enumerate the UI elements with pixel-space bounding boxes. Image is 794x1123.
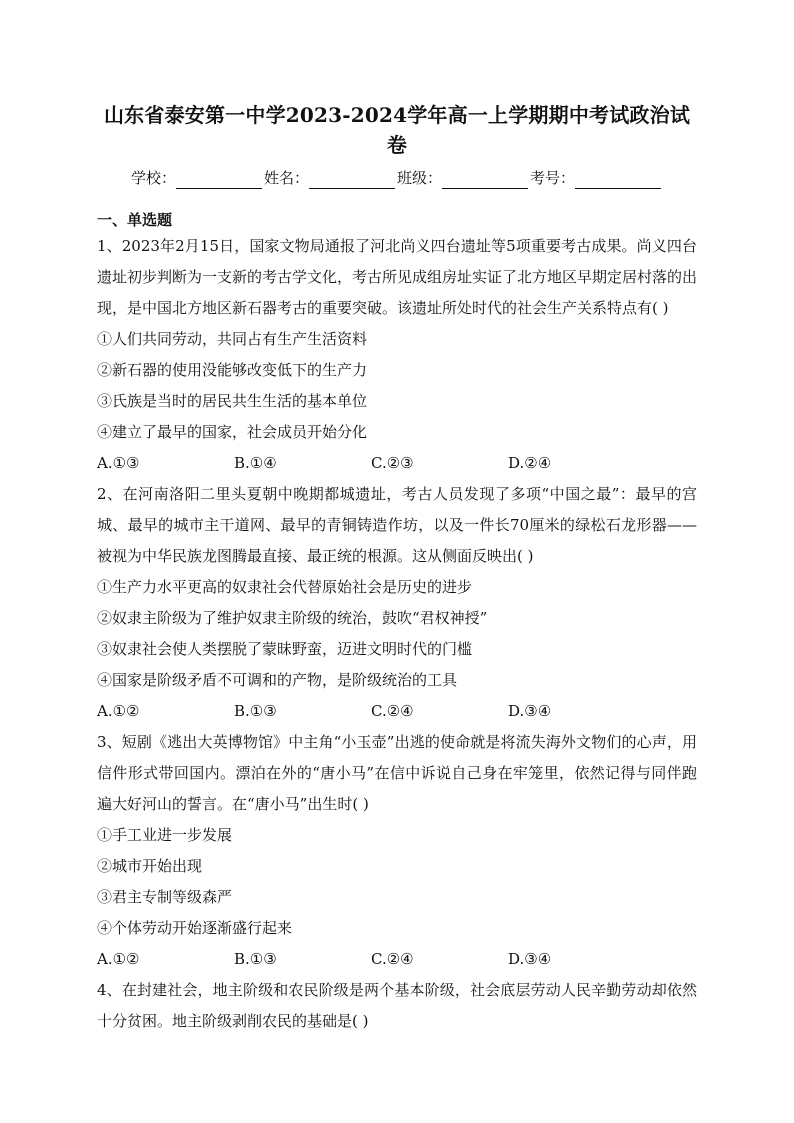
choice-c: C.②④	[371, 702, 414, 720]
statement-option: ②城市开始出现	[97, 857, 203, 875]
statement-option: ④国家是阶级矛盾不可调和的产物，是阶级统治的工具	[97, 671, 458, 689]
class-blank	[442, 172, 528, 189]
choice-c: C.②③	[371, 454, 414, 472]
choice-a: A.①②	[97, 702, 140, 720]
class-label: 班级：	[397, 169, 443, 187]
statement-option: ②新石器的使用没能够改变低下的生产力	[97, 361, 368, 379]
statement-option: ②奴隶主阶级为了维护奴隶主阶级的统治，鼓吹“君权神授”	[97, 609, 488, 627]
choice-d: D.②④	[508, 454, 552, 472]
section-title: 一、单选题	[97, 211, 173, 229]
statement-option: ③奴隶社会使人类摆脱了蒙昧野蛮，迈进文明时代的门槛	[97, 640, 473, 658]
exam-number-label: 考号：	[530, 169, 576, 187]
question-2	[97, 479, 697, 727]
name-label: 姓名：	[263, 169, 309, 187]
question-3	[97, 727, 697, 975]
exam-number-blank	[575, 172, 661, 189]
question-stem: 1、2023年2月15日，国家文物局通报了河北尚义四台遗址等5项重要考古成果。尚义四台遗址初步判断为一支新的考古学文化，考古所见成组房址实证了北方地区早期定居村落的出现，是中国北方地区新石器考古的重要突破。该遗址所处时代的社会生产关系特点有( )	[97, 237, 698, 317]
choice-a: A.①③	[97, 454, 140, 472]
question-stem: 3、短剧《逃出大英博物馆》中主角“小玉壶”出逃的使命就是将流失海外文物们的心声，用信件形式带回国内。漂泊在外的“唐小马”在信中诉说自己身在牢笼里，依然记得与同伴跑遍大好河山的誓言。在“唐小马”出生时( )	[97, 733, 697, 813]
statement-option: ④建立了最早的国家，社会成员开始分化	[97, 423, 368, 441]
statement-option: ①人们共同劳动，共同占有生产生活资料	[97, 330, 368, 348]
question-stem: 2、在河南洛阳二里头夏朝中晚期都城遗址，考古人员发现了多项“中国之最”：最早的宫城、最早的城市主干道网、最早的青铜铸造作坊，以及一件长70厘米的绿松石龙形器——被视为中华民族龙图腾最直接、最正统的根源。这从侧面反映出( )	[97, 485, 697, 565]
choice-b: B.①④	[234, 454, 277, 472]
school-blank	[176, 172, 262, 189]
page-title: 山东省泰安第一中学2023-2024学年高一上学期期中考试政治试卷	[103, 103, 691, 157]
choice-a: A.①②	[97, 950, 140, 968]
choice-b: B.①③	[234, 702, 277, 720]
answer-choices	[97, 448, 697, 479]
statement-option: ①手工业进一步发展	[97, 826, 233, 844]
answer-choices	[97, 944, 697, 975]
statement-option: ③氏族是当时的居民共生生活的基本单位	[97, 392, 368, 410]
choice-c: C.②④	[371, 950, 414, 968]
choice-b: B.①③	[234, 950, 277, 968]
statement-option: ①生产力水平更高的奴隶社会代替原始社会是历史的进步	[97, 578, 473, 596]
student-info-line	[97, 165, 697, 189]
statement-option: ④个体劳动开始逐渐盛行起来	[97, 919, 293, 937]
school-label: 学校：	[130, 169, 176, 187]
answer-choices	[97, 696, 697, 727]
choice-d: D.③④	[508, 950, 552, 968]
question-4	[97, 975, 697, 1037]
statement-option: ③君主专制等级森严	[97, 888, 233, 906]
choice-d: D.③④	[508, 702, 552, 720]
name-blank	[309, 172, 395, 189]
question-stem: 4、在封建社会，地主阶级和农民阶级是两个基本阶级，社会底层劳动人民辛勤劳动却依然十分贫困。地主阶级剥削农民的基础是( )	[97, 981, 697, 1030]
question-1	[97, 231, 697, 479]
